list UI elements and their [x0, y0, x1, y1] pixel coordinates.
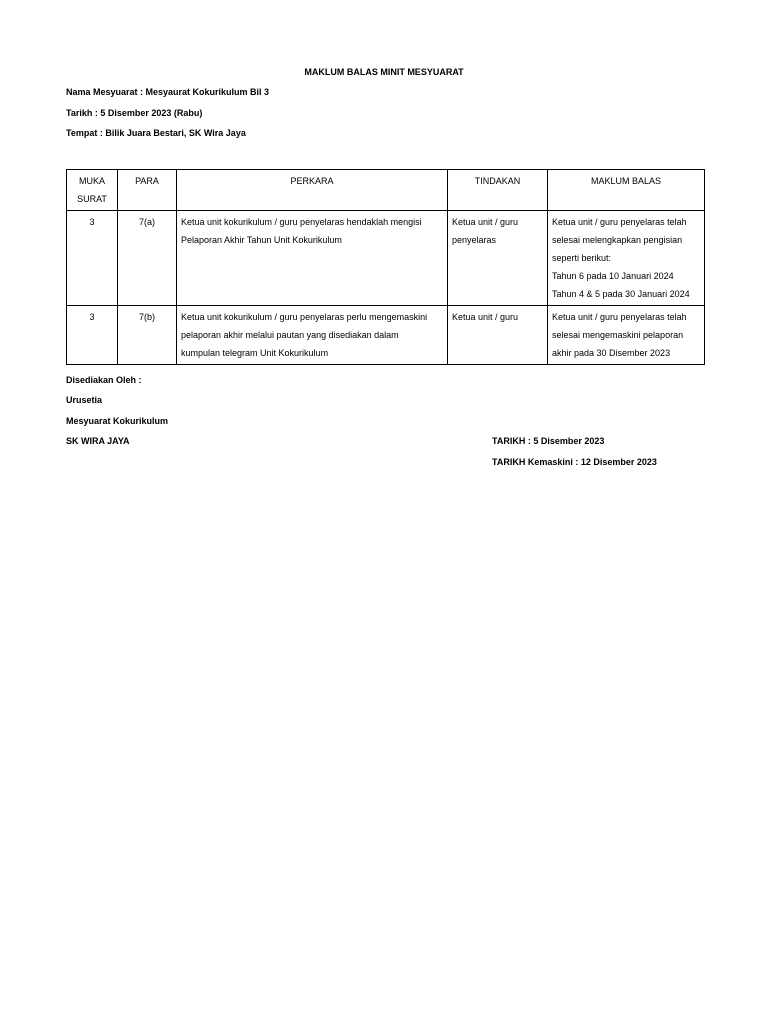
cell-maklum-balas	[548, 211, 705, 306]
meeting-name: Nama Mesyuarat : Mesyaurat Kokurikulum Bil 3	[66, 87, 270, 97]
header-perkara: PERKARA	[177, 170, 448, 211]
perkara-line: pelaporan akhir melalui pautan yang disediakan dalam	[181, 330, 399, 340]
cell-muka-surat: 3	[67, 211, 118, 306]
header-tindakan: TINDAKAN	[448, 170, 548, 211]
perkara-line: Ketua unit kokurikulum / guru penyelaras hendaklah mengisi	[181, 217, 422, 227]
tindakan-line: Ketua unit / guru	[452, 217, 519, 227]
maklum-balas-line: Ketua unit / guru penyelaras telah	[552, 312, 687, 322]
tindakan-line: penyelaras	[452, 235, 497, 245]
perkara-line: kumpulan telegram Unit Kokurikulum	[181, 348, 329, 358]
perkara-line: Ketua unit kokurikulum / guru penyelaras perlu mengemaskini	[181, 312, 428, 322]
footer-updated-date: TARIKH Kemaskini : 12 Disember 2023	[492, 457, 657, 467]
cell-perkara	[177, 306, 448, 365]
perkara-line: Pelaporan Akhir Tahun Unit Kokurikulum	[181, 235, 342, 245]
footer-date: TARIKH : 5 Disember 2023	[492, 436, 605, 446]
table-row	[67, 306, 705, 365]
header-para: PARA	[118, 170, 177, 211]
maklum-balas-line: seperti berikut:	[552, 253, 612, 263]
maklum-balas-line: Ketua unit / guru penyelaras telah	[552, 217, 687, 227]
table-header-row	[67, 170, 705, 211]
table-row	[67, 211, 705, 306]
prepared-by-label: Disediakan Oleh :	[66, 375, 142, 385]
cell-para: 7(b)	[118, 306, 177, 365]
header-muka-surat	[67, 170, 118, 211]
document-title: MAKLUM BALAS MINIT MESYUARAT	[304, 67, 464, 77]
cell-para: 7(a)	[118, 211, 177, 306]
cell-muka-surat: 3	[67, 306, 118, 365]
secretariat-label: Urusetia	[66, 395, 103, 405]
maklum-balas-line: akhir pada 30 Disember 2023	[552, 348, 671, 358]
minutes-table	[66, 169, 705, 365]
header-maklum-balas: MAKLUM BALAS	[548, 170, 705, 211]
cell-tindakan	[448, 306, 548, 365]
committee-label: Mesyuarat Kokurikulum	[66, 416, 169, 426]
maklum-balas-line: selesai mengemaskini pelaporan	[552, 330, 684, 340]
meeting-date: Tarikh : 5 Disember 2023 (Rabu)	[66, 108, 203, 118]
maklum-balas-line: Tahun 6 pada 10 Januari 2024	[552, 271, 674, 281]
maklum-balas-line: Tahun 4 & 5 pada 30 Januari 2024	[552, 289, 690, 299]
cell-perkara	[177, 211, 448, 306]
tindakan-line: Ketua unit / guru	[452, 312, 519, 322]
maklum-balas-line: selesai melengkapkan pengisian	[552, 235, 683, 245]
meeting-place: Tempat : Bilik Juara Bestari, SK Wira Jaya	[66, 128, 246, 138]
school-name: SK WIRA JAYA	[66, 436, 130, 446]
cell-maklum-balas	[548, 306, 705, 365]
cell-tindakan	[448, 211, 548, 306]
header-surat-line: SURAT	[77, 194, 107, 204]
header-muka-line: MUKA	[78, 176, 105, 186]
